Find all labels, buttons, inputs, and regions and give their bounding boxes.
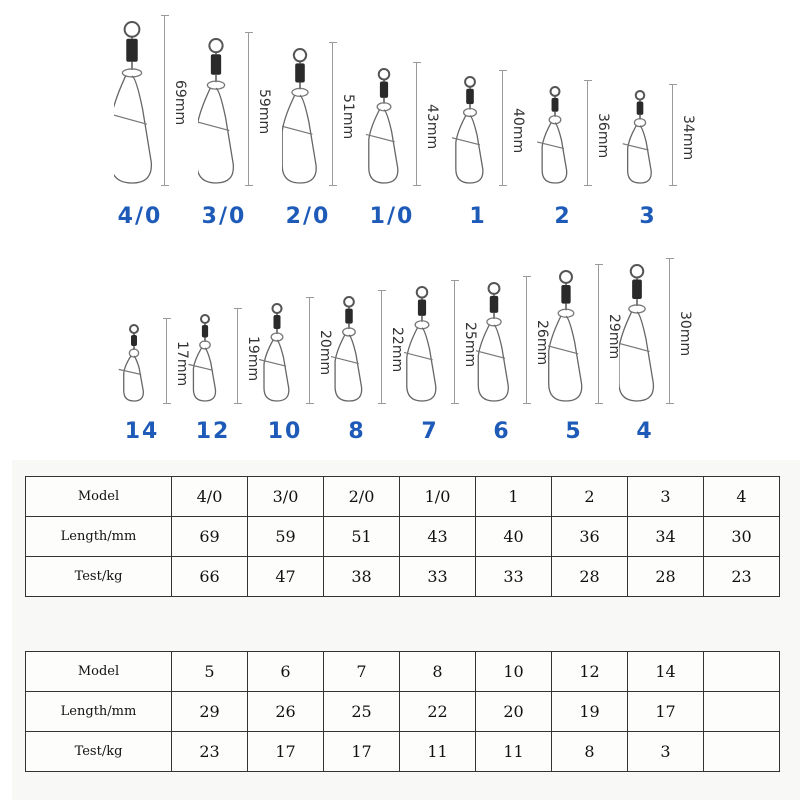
size-label: 1/0 (369, 204, 415, 229)
table-cell: 29 (172, 692, 248, 732)
table-cell: 12 (552, 652, 628, 692)
table-cell: 36 (552, 517, 628, 557)
snap-swivel-icon (187, 314, 227, 407)
length-label: 40mm (510, 107, 526, 153)
size-label: 4/0 (117, 204, 163, 229)
size-label: 6 (493, 419, 511, 444)
spec-table-2 (25, 651, 780, 772)
size-label: 8 (348, 419, 366, 444)
length-label: 36mm (595, 112, 611, 158)
size-label: 4 (636, 419, 654, 444)
table-cell: 7 (324, 652, 400, 692)
table-cell (704, 652, 780, 692)
snap-swivel-icon (116, 324, 156, 407)
table-cell: 3 (628, 732, 704, 772)
table-cell: 40 (476, 517, 552, 557)
table-cell (704, 732, 780, 772)
length-label: 29mm (606, 313, 622, 359)
table-row (26, 477, 780, 517)
snap-swivel-icon (259, 303, 299, 407)
size-label: 5 (565, 419, 583, 444)
size-label: 14 (124, 419, 160, 444)
table-cell: 2/0 (324, 477, 400, 517)
table-cell: 34 (628, 517, 704, 557)
table-cell: 6 (248, 652, 324, 692)
table-cell: 10 (476, 652, 552, 692)
size-label: 2 (554, 204, 572, 229)
table-cell: 30 (704, 517, 780, 557)
table-cell: 11 (476, 732, 552, 772)
table-row (26, 517, 780, 557)
table-cell: 5 (172, 652, 248, 692)
length-label: 34mm (680, 114, 696, 160)
table-cell: 2 (552, 477, 628, 517)
snap-swivel-icon (114, 21, 154, 189)
table-cell: 14 (628, 652, 704, 692)
length-label: 25mm (462, 321, 478, 367)
table-cell: 8 (400, 652, 476, 692)
snap-swivel-icon (619, 264, 659, 407)
length-label: 26mm (534, 319, 550, 365)
snap-swivel-icon (452, 76, 492, 189)
length-label: 19mm (245, 335, 261, 381)
snap-swivel-icon (537, 86, 577, 189)
size-label: 10 (267, 419, 303, 444)
table-row (26, 652, 780, 692)
size-label: 1 (469, 204, 487, 229)
table-cell: 28 (628, 557, 704, 597)
size-label: 3/0 (201, 204, 247, 229)
snap-swivel-icon (548, 270, 588, 407)
table-cell: 3/0 (248, 477, 324, 517)
length-label: 17mm (174, 340, 190, 386)
table-cell: 1 (476, 477, 552, 517)
table-cell: 59 (248, 517, 324, 557)
table-cell: 8 (552, 732, 628, 772)
length-label: 30mm (677, 310, 693, 356)
spec-table-1 (25, 476, 780, 597)
table-cell: 4 (704, 477, 780, 517)
snap-swivel-icon (282, 48, 322, 189)
table-cell: 22 (400, 692, 476, 732)
row-header: Length/mm (26, 517, 172, 557)
row-header: Test/kg (26, 732, 172, 772)
table-cell: 4/0 (172, 477, 248, 517)
table-cell: 28 (552, 557, 628, 597)
row-header: Test/kg (26, 557, 172, 597)
table-row (26, 692, 780, 732)
length-label: 22mm (389, 326, 405, 372)
table-cell: 47 (248, 557, 324, 597)
table-cell: 20 (476, 692, 552, 732)
row-header: Model (26, 477, 172, 517)
length-label: 20mm (317, 330, 333, 376)
table-cell: 1/0 (400, 477, 476, 517)
snap-swivel-icon (476, 282, 516, 407)
snap-swivel-icon (366, 68, 406, 189)
table-row (26, 557, 780, 597)
snap-swivel-icon (331, 296, 371, 407)
table-row (26, 732, 780, 772)
table-cell: 11 (400, 732, 476, 772)
table-cell: 26 (248, 692, 324, 732)
table-cell: 38 (324, 557, 400, 597)
table-cell: 33 (476, 557, 552, 597)
table-cell: 69 (172, 517, 248, 557)
table-cell: 17 (324, 732, 400, 772)
table-cell: 33 (400, 557, 476, 597)
size-label: 2/0 (285, 204, 331, 229)
table-cell: 51 (324, 517, 400, 557)
size-label: 7 (421, 419, 439, 444)
table-cell: 66 (172, 557, 248, 597)
table-cell: 23 (172, 732, 248, 772)
size-label: 12 (195, 419, 231, 444)
table-cell: 3 (628, 477, 704, 517)
snap-swivel-icon (622, 90, 662, 189)
length-label: 43mm (424, 103, 440, 149)
table-cell: 17 (248, 732, 324, 772)
snap-swivel-icon (404, 286, 444, 407)
length-label: 59mm (256, 88, 272, 134)
table-cell: 43 (400, 517, 476, 557)
row-header: Model (26, 652, 172, 692)
size-label: 3 (639, 204, 657, 229)
table-cell: 25 (324, 692, 400, 732)
length-label: 69mm (172, 80, 188, 126)
table-cell: 23 (704, 557, 780, 597)
table-cell: 17 (628, 692, 704, 732)
table-cell: 19 (552, 692, 628, 732)
snap-swivel-icon (198, 38, 238, 189)
length-label: 51mm (340, 93, 356, 139)
table-cell (704, 692, 780, 732)
row-header: Length/mm (26, 692, 172, 732)
